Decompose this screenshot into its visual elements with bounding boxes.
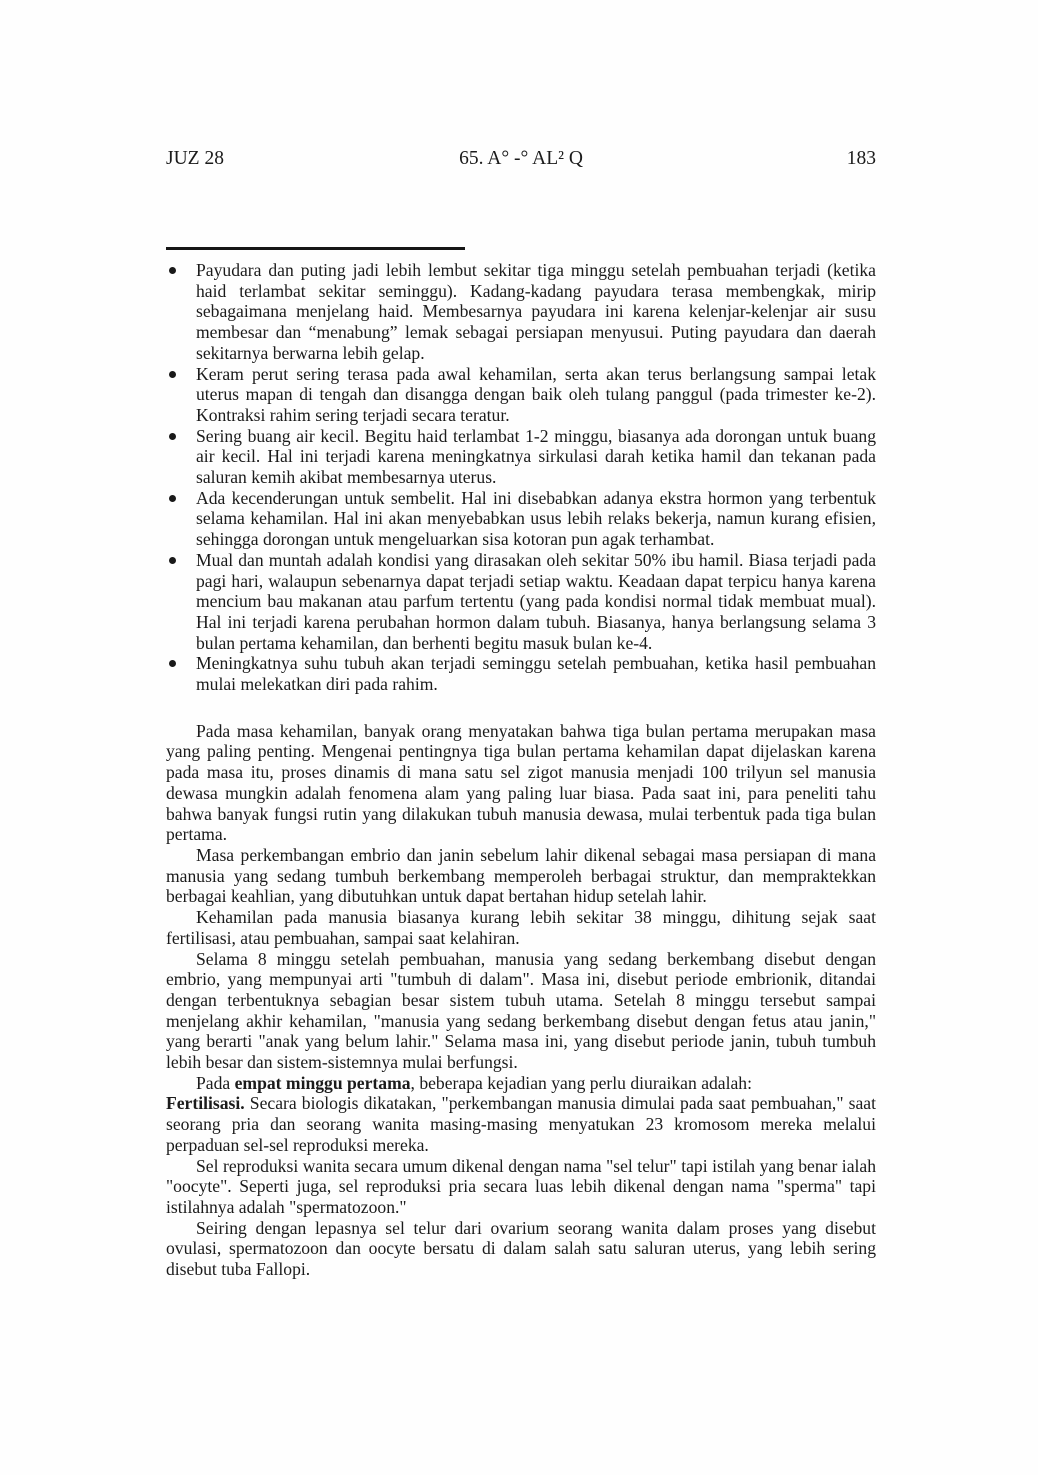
paragraph-text: , beberapa kejadian yang perlu diuraikan adalah:	[410, 1072, 752, 1093]
header-juz-label: JUZ 28	[166, 148, 224, 169]
bold-phrase: empat minggu pertama	[234, 1072, 411, 1093]
bullet-list	[166, 260, 876, 695]
bullet-icon	[169, 660, 176, 667]
paragraph: Kehamilan pada manusia biasanya kurang lebih sekitar 38 minggu, dihitung sejak saat fertilisasi, atau pembuahan, sampai saat kelahiran.	[166, 907, 876, 948]
list-item-text: Meningkatnya suhu tubuh akan terjadi seminggu setelah pembuahan, ketika hasil pembuahan mulai melekatkan diri pada rahim.	[196, 653, 876, 695]
paragraph: Sel reproduksi wanita secara umum dikenal dengan nama "sel telur" tapi istilah yang benar ialah "oocyte". Seperti juga, sel reproduksi pria secara luas lebih dikenal dengan nama "sperma" tapi istilahnya adalah "spermatozoon."	[166, 1155, 876, 1217]
paragraph: Seiring dengan lepasnya sel telur dari ovarium seorang wanita dalam proses yang disebut ovulasi, spermatozoon dan oocyte bersatu di dalam salah satu saluran uterus, yang lebih sering disebut tuba Fallopi.	[166, 1217, 876, 1280]
page-content	[166, 146, 876, 1280]
page-header	[166, 146, 876, 172]
paragraph-section	[166, 721, 876, 1280]
bullet-icon	[169, 267, 176, 274]
list-item-text: Keram perut sering terasa pada awal kehamilan, serta akan terus berlangsung sampai letak uterus mapan di tengah dan disangga dengan baik oleh tulang panggul (pada trimester ke-2). Kontraksi rahim sering terjadi secara teratur.	[196, 363, 876, 425]
list-item-text: Ada kecenderungan untuk sembelit. Hal ini disebabkan adanya ekstra hormon yang terbentuk selama kehamilan. Hal ini akan menyebabkan usus lebih relaks bekerja, namun kurang efisien, sehingga dorongan untuk mengeluarkan sisa kotoran pun agak terhambat.	[196, 487, 876, 550]
bold-lead-word: Fertilisasi.	[166, 1093, 245, 1114]
list-item	[166, 364, 876, 426]
paragraph-fertilisasi	[166, 1093, 876, 1155]
list-item-text: Payudara dan puting jadi lebih lembut sekitar tiga minggu setelah pembuahan terjadi (ketika haid terlambat sekitar seminggu). Kadang-kadang payudara terasa membengkak, mirip sebagaimana menjelang haid. Membesarnya payudara ini karena kelenjar-kelenjar air susu membesar dan “menabung” lemak sebagai persiapan menyusui. Puting payudara dan daerah sekitarnya berwarna lebih gelap.	[196, 260, 876, 363]
paragraph	[166, 1073, 876, 1094]
bullet-icon	[169, 433, 176, 440]
paragraph-text: Secara biologis dikatakan, "perkembangan manusia dimulai pada saat pembuahan," saat seorang pria dan seorang wanita masing-masing menyatukan 23 kromosom mereka melalui perpaduan sel-sel reproduksi mereka.	[166, 1093, 876, 1155]
list-item-text: Sering buang air kecil. Begitu haid terlambat 1-2 minggu, biasanya ada dorongan untuk buang air kecil. Hal ini terjadi karena meningkatnya sirkulasi darah ketika hamil dan tekanan pada saluran kemih akibat membesarnya uterus.	[196, 425, 876, 488]
paragraph: Selama 8 minggu setelah pembuahan, manusia yang sedang berkembang disebut dengan embrio, yang mempunyai arti "tumbuh di dalam". Masa ini, disebut periode embrionik, ditandai dengan terbentuknya sebagian besar sistem tubuh utama. Setelah 8 minggu tersebut sampai menjelang akhir kehamilan, "manusia yang sedang berkembang disebut dengan fetus atau janin," yang berarti "anak yang belum lahir." Selama masa ini, yang disebut periode janin, tubuh tumbuh lebih besar dan sistem-sistemnya mulai berfungsi.	[166, 948, 876, 1073]
list-item-text: Mual dan muntah adalah kondisi yang dirasakan oleh sekitar 50% ibu hamil. Biasa terjadi pada pagi hari, walaupun sebenarnya dapat terjadi setiap waktu. Keadaan dapat terpicu hanya karena mencium bau makanan atau parfum tertentu (yang pada kondisi normal tidak membuat mual). Hal ini terjadi karena perubahan hormon dalam tubuh. Biasanya, hanya berlangsung selama 3 bulan pertama kehamilan, dan berhenti begitu masuk bulan ke-4.	[196, 549, 876, 653]
header-page-number: 183	[846, 148, 876, 169]
body-text	[166, 260, 876, 1280]
list-item	[166, 550, 876, 654]
list-item	[166, 426, 876, 488]
paragraph: Masa perkembangan embrio dan janin sebelum lahir dikenal sebagai masa persiapan di mana manusia yang sedang tumbuh berkembang memperoleh berbagai struktur, dan mempraktekkan berbagai keahlian, yang dibutuhkan untuk dapat bertahan hidup setelah lahir.	[166, 844, 876, 907]
bullet-icon	[169, 495, 176, 502]
footnote-separator-rule	[166, 247, 465, 250]
paragraph-text: Pada	[196, 1072, 235, 1093]
list-item	[166, 260, 876, 364]
paragraph: Pada masa kehamilan, banyak orang menyatakan bahwa tiga bulan pertama merupakan masa yang paling penting. Mengenai pentingnya tiga bulan pertama kehamilan dapat dijelaskan karena pada masa itu, proses dinamis di mana satu sel zigot manusia menjadi 100 trilyun sel manusia dewasa mungkin adalah fenomena alam yang paling luar biasa. Pada saat ini, para peneliti tahu bahwa banyak fungsi rutin yang dilakukan tubuh manusia dewasa, mulai terbentuk pada tiga bulan pertama.	[166, 720, 876, 845]
list-item	[166, 488, 876, 550]
bullet-icon	[169, 557, 176, 564]
list-item	[166, 653, 876, 694]
header-chapter-title: 65. A° -° AL² Q	[459, 148, 583, 169]
bullet-icon	[169, 371, 176, 378]
